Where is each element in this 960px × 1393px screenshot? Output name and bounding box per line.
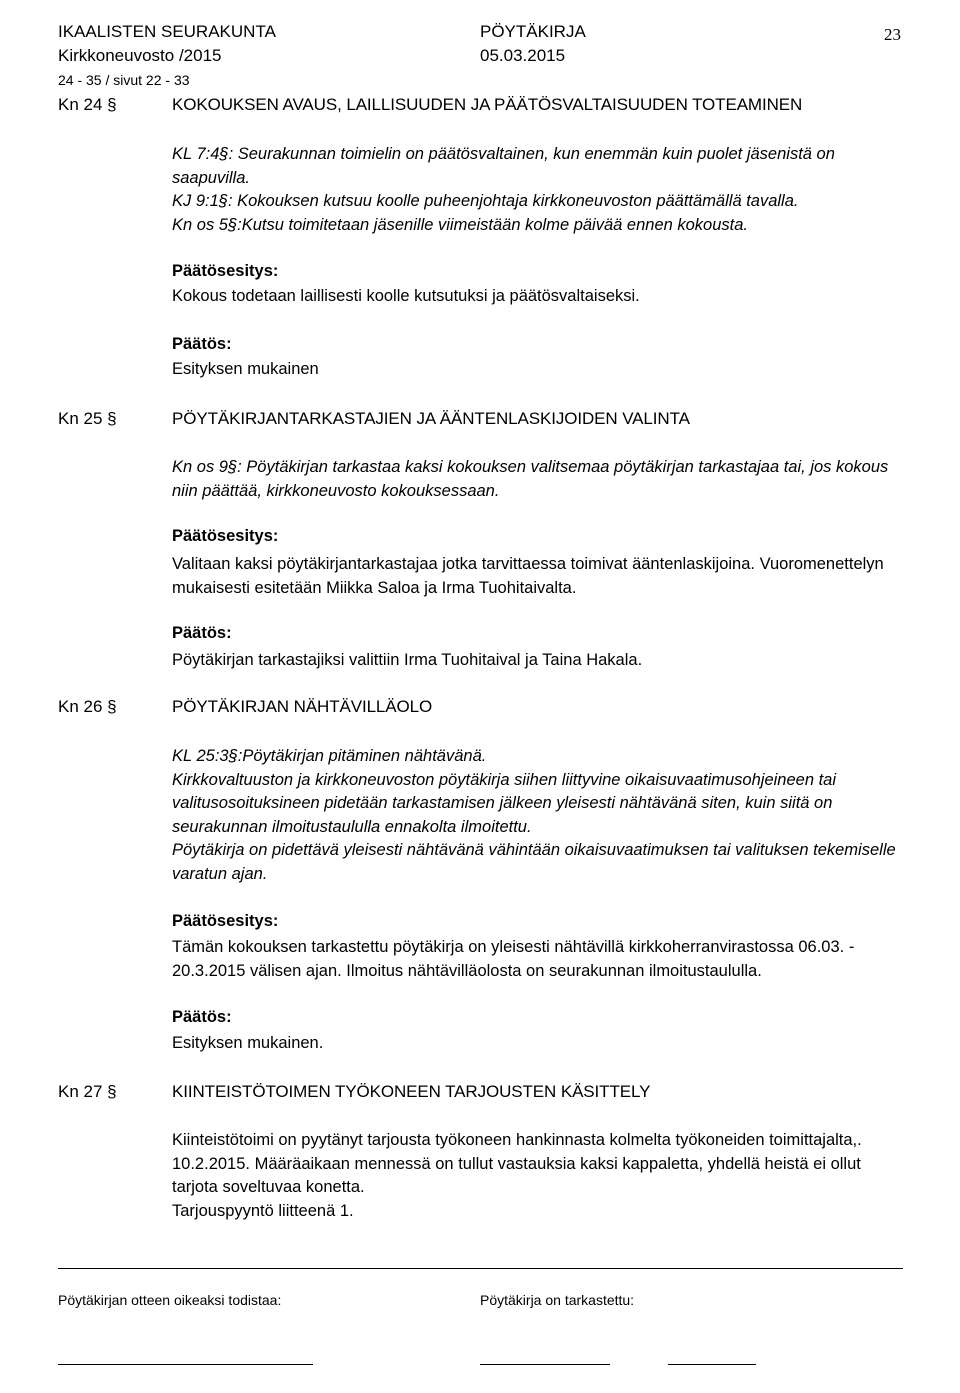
kn26-proposal-label: Päätösesitys: [172,912,279,930]
kn26-decision: Esityksen mukainen. [172,1034,324,1052]
kn24-decision: Esityksen mukainen [172,360,319,378]
section-id-kn24: Kn 24 § [58,95,117,114]
section-title-kn25: PÖYTÄKIRJANTARKASTAJIEN JA ÄÄNTENLASKIJOIDEN VALINTA [172,409,690,428]
kn25-proposal: Valitaan kaksi pöytäkirjantarkastajaa jotka tarvittaessa toimivat ääntenlaskijoina. Vuoromenettelyn mukaisesti esitetään Miikka Saloa ja Irma Tuohitaivalta. [172,555,884,597]
body-name: Kirkkoneuvosto /2015 [58,46,222,65]
kn24-intro-line: KL 7:4§: Seurakunnan toimielin on päätösvaltainen, kun enemmän kuin puolet jäsenistä on saapuvilla. [172,145,835,187]
meeting-date: 05.03.2015 [480,46,566,65]
kn24-intro-line: KJ 9:1§: Kokouksen kutsuu koolle puheenjohtaja kirkkoneuvoston päättämällä tavalla. [172,192,799,210]
section-sign-icon: § [107,1082,117,1101]
kn27-body-paragraph: Kiinteistötoimi on pyytänyt tarjousta työkoneen hankinnasta kolmelta työkoneiden toimittajalta,. 10.2.2015. Määräaikaan mennessä on tullut vastauksia kaksi kappaletta, yhdellä heistä ei ollut tarjota soveltuvaa konetta. [172,1131,862,1196]
kn24-proposal-label: Päätösesitys: [172,262,279,280]
section-sign-icon: § [107,409,117,428]
kn25-decision: Pöytäkirjan tarkastajiksi valittiin Irma Tuohitaival ja Taina Hakala. [172,651,643,669]
kn26-intro-line: KL 25:3§:Pöytäkirjan pitäminen nähtävänä. [172,747,487,765]
section-id-kn25: Kn 25 § [58,409,117,428]
section-id-kn26: Kn 26 § [58,697,117,716]
section-sign-icon: § [107,95,117,114]
section-title-kn24: KOKOUKSEN AVAUS, LAILLISUUDEN JA PÄÄTÖSVALTAISUUDEN TOTEAMINEN [172,95,803,114]
certify-signature-line [58,1364,313,1365]
kn24-intro [172,143,902,237]
checker-signature-line-2 [668,1364,756,1365]
kn24-intro-line: Kn os 5§:Kutsu toimitetaan jäsenille viimeistään kolme päivää ennen kokousta. [172,215,749,234]
section-title-kn27: KIINTEISTÖTOIMEN TYÖKONEEN TARJOUSTEN KÄSITTELY [172,1082,651,1101]
kn26-proposal: Tämän kokouksen tarkastettu pöytäkirja on yleisesti nähtävillä kirkkoherranvirastossa 06.03. - 20.3.2015 välisen ajan. Ilmoitus nähtävilläolosta on seurakunnan ilmoitustaululla. [172,938,855,980]
section-title-kn26: PÖYTÄKIRJAN NÄHTÄVILLÄOLO [172,697,433,716]
footer-divider [58,1268,903,1269]
kn25-intro: Kn os 9§: Pöytäkirjan tarkastaa kaksi kokouksen valitsemaa pöytäkirjan tarkastajaa tai, jos kokous niin päättää, kirkkoneuvosto kokouksessaan. [172,458,889,500]
section-id-kn27: Kn 27 § [58,1082,117,1101]
kn24-decision-label: Päätös: [172,335,232,353]
section-range: 24 - 35 / sivut 22 - 33 [58,72,190,88]
page-number: 23 [884,25,901,44]
kn26-intro-line: Pöytäkirja on pidettävä yleisesti nähtävänä vähintään oikaisuvaatimuksen tai valituksen tekemiselle varatun ajan. [172,841,896,883]
org-name: IKAALISTEN SEURAKUNTA [58,22,276,41]
kn25-proposal-label: Päätösesitys: [172,527,279,545]
kn26-intro [172,745,902,886]
kn24-proposal: Kokous todetaan laillisesti koolle kutsutuksi ja päätösvaltaiseksi. [172,287,640,305]
kn26-decision-label: Päätös: [172,1008,232,1026]
kn27-body-paragraph: Tarjouspyyntö liitteenä 1. [172,1201,354,1220]
checker-signature-line-1 [480,1364,610,1365]
certify-label: Pöytäkirjan otteen oikeaksi todistaa: [58,1292,282,1308]
kn27-body [172,1129,902,1223]
kn26-intro-line: Kirkkovaltuuston ja kirkkoneuvoston pöytäkirja siihen liittyvine oikaisuvaatimusohjeineen tai valitusosoituksineen pidetään tarkastamisen jälkeen yleisesti nähtävänä siten, kuin siitä on seurakunnan ilmoitustaululla ennakolta ilmoitettu. [172,770,837,836]
checked-label: Pöytäkirja on tarkastettu: [480,1292,635,1308]
kn25-decision-label: Päätös: [172,624,232,642]
doc-type: PÖYTÄKIRJA [480,22,586,41]
section-sign-icon: § [107,697,117,716]
